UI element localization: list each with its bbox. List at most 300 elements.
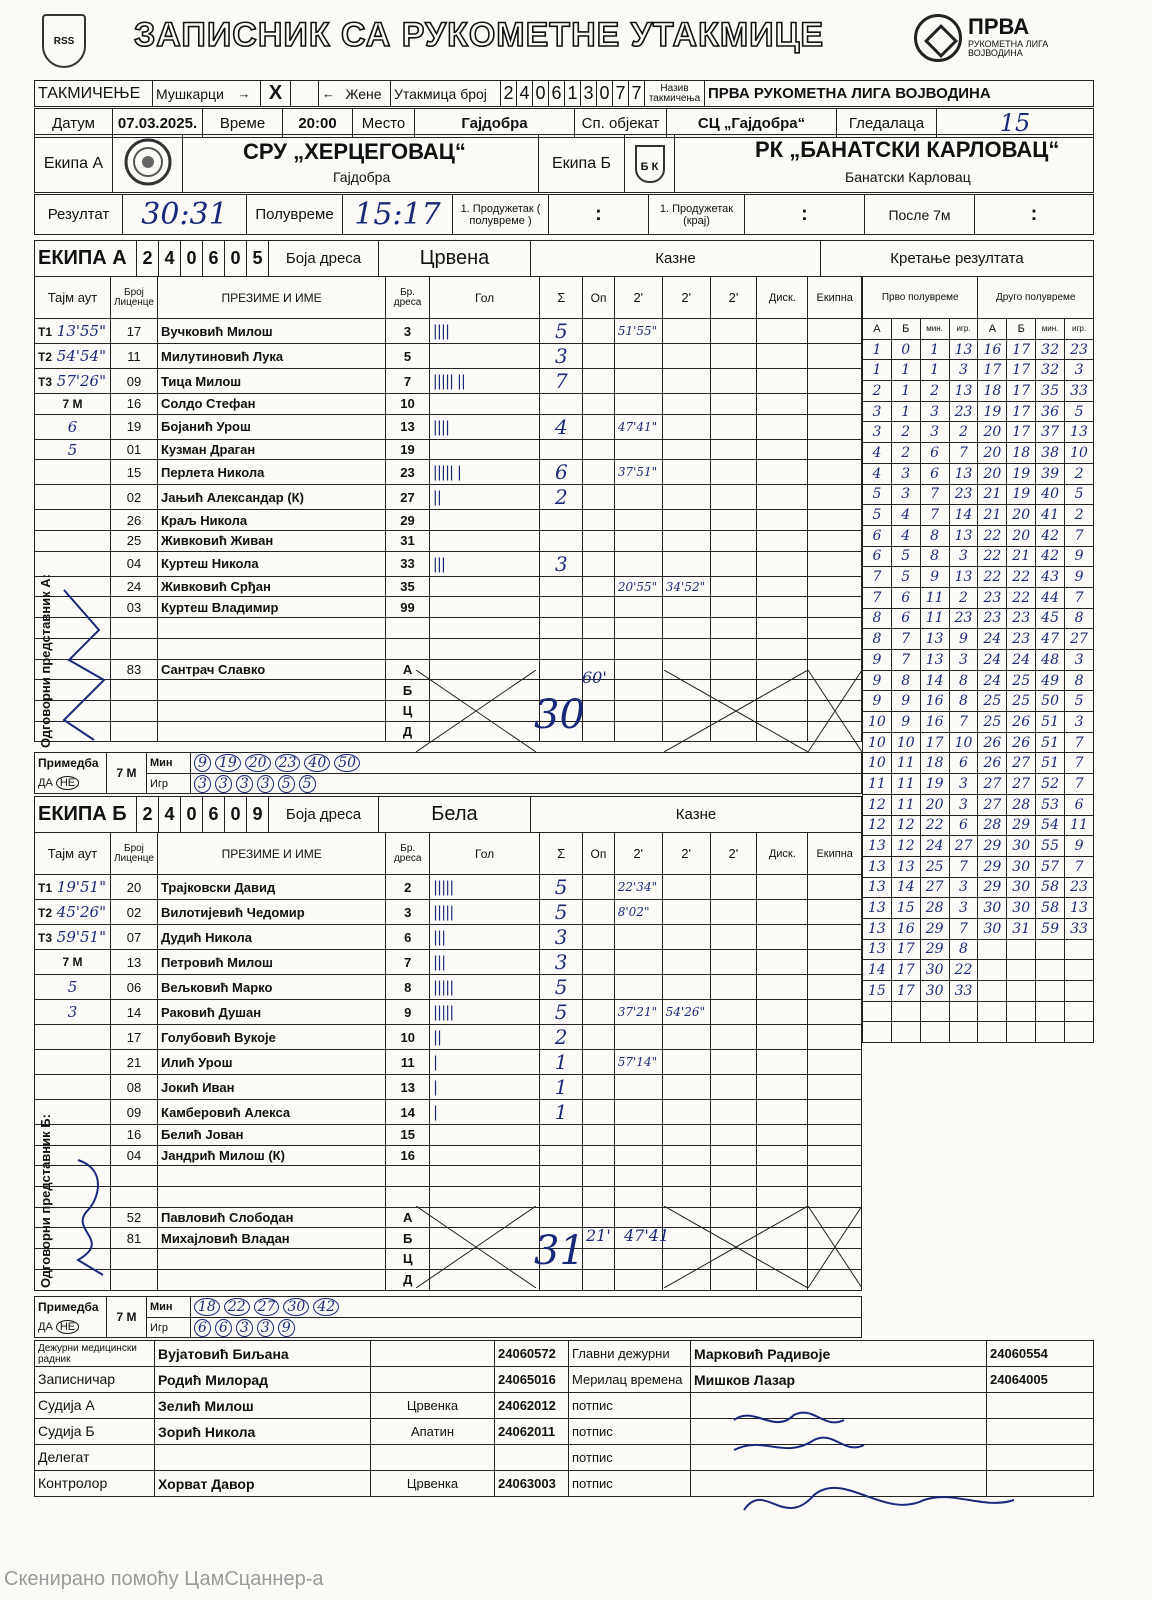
- progress-second-half: 23: [1007, 629, 1036, 650]
- seven-m-value: 3: [215, 775, 232, 793]
- penalty-cell: [662, 1075, 710, 1100]
- team-b-total: 31: [534, 1228, 585, 1274]
- progress-first-half: 6: [891, 587, 920, 608]
- progress-second-half: 22: [1007, 587, 1036, 608]
- penalty-cell: [614, 597, 662, 618]
- timeout-cell: [35, 950, 111, 975]
- progress-second-half: [978, 1022, 1007, 1043]
- progress-second-half: 33: [1065, 918, 1094, 939]
- progress-second-half: [1007, 1022, 1036, 1043]
- staff-role: Дежурни медицински радник: [35, 1341, 155, 1367]
- penalty-cell: [710, 460, 757, 485]
- team-a-min-label: Мин: [147, 753, 191, 774]
- progress-second-half: 7: [1065, 774, 1094, 795]
- progress-second-half: 57: [1036, 856, 1065, 877]
- penalty-cell: 22'34": [614, 875, 662, 900]
- penalty-cell: [614, 344, 662, 369]
- disq-cell: [757, 1187, 808, 1208]
- progress-first-half: [891, 1001, 920, 1022]
- col-license: Број Лиценце: [110, 277, 157, 319]
- goal-tally: |: [430, 1075, 540, 1100]
- table-row: [35, 394, 862, 415]
- progress-row: [863, 939, 1094, 960]
- goal-tally: [429, 597, 540, 618]
- progress-second-half: 27: [978, 774, 1007, 795]
- goal-tally: ||: [429, 485, 540, 510]
- goal-tally: |: [430, 1100, 540, 1125]
- seven-m-value: 42: [313, 1298, 339, 1316]
- progress-first-half: 5: [891, 546, 920, 567]
- timeout-cell: [35, 319, 111, 344]
- progress-second-half: 48: [1036, 650, 1065, 671]
- penalty-cell: [662, 925, 710, 950]
- timeout-value: 45'26": [52, 903, 106, 921]
- staff-license2: 24060554: [987, 1341, 1094, 1367]
- penalty-cell: [662, 551, 710, 576]
- progress-first-half: 24: [920, 836, 949, 857]
- goal-tally: ||||| |: [429, 460, 540, 485]
- player-name: Кузман Драган: [157, 439, 385, 460]
- staff-role2: потпис: [569, 1471, 691, 1497]
- progress-first-half: 7: [949, 443, 978, 464]
- seven-m-value: 50: [334, 754, 360, 772]
- official-letter: Д: [386, 721, 430, 742]
- half-value: 15:17: [343, 195, 453, 235]
- progress-second-half: 59: [1036, 918, 1065, 939]
- timeout-label: Т3: [38, 931, 53, 945]
- license-cell: 04: [110, 1145, 157, 1166]
- timeout-cell: [35, 439, 111, 460]
- progress-second-half: 36: [1036, 401, 1065, 422]
- progress-second-half: 17: [978, 360, 1007, 381]
- team-b-yes: ДА: [38, 1321, 53, 1334]
- goal-tally: [429, 344, 540, 369]
- progress-row: [863, 981, 1094, 1002]
- jersey-number: 6: [386, 925, 430, 950]
- progress-first-half: 16: [920, 712, 949, 733]
- progress-second-half: 43: [1036, 567, 1065, 588]
- timeout-value: 3: [67, 1003, 78, 1021]
- progress-row: [863, 650, 1094, 671]
- warning-cell: [583, 1187, 615, 1208]
- match-number-digit: 1: [565, 81, 581, 107]
- progress-first-half: 6: [949, 753, 978, 774]
- progress-row: [863, 898, 1094, 919]
- progress-second-half: [1065, 960, 1094, 981]
- disq-cell: [757, 975, 808, 1000]
- exclusion-cell: [808, 1025, 862, 1050]
- disq-cell: [757, 638, 808, 659]
- team-b-penalties-label: Казне: [531, 797, 862, 833]
- exclusion-cell: [808, 1145, 862, 1166]
- progress-second-half: 21: [978, 505, 1007, 526]
- warning-cell: [583, 1050, 615, 1075]
- team-a-jersey: Црвена: [379, 241, 531, 277]
- penalty-cell: [710, 975, 757, 1000]
- progress-first-half: 13: [891, 856, 920, 877]
- progress-first-half: 17: [891, 981, 920, 1002]
- progress-second-half: 5: [1065, 691, 1094, 712]
- col-number: Бр. дреса: [386, 277, 430, 319]
- license-cell: 16: [110, 394, 157, 415]
- progress-second-half: 9: [1065, 567, 1094, 588]
- team-b-remark-label: Примедба: [35, 1297, 107, 1318]
- jersey-number: 5: [386, 344, 430, 369]
- progress-second-half: 27: [1007, 753, 1036, 774]
- player-name: Бојанић Урош: [157, 414, 385, 439]
- disq-cell: [757, 1075, 808, 1100]
- team-a-total: 30: [534, 692, 585, 738]
- progress-first-half: 13: [949, 525, 978, 546]
- match-number-digit: 6: [549, 81, 565, 107]
- progress-first-half: 14: [920, 670, 949, 691]
- time-label: Време: [203, 109, 283, 138]
- match-number-label: Утакмица број: [391, 81, 501, 107]
- official-letter: Б: [386, 1228, 430, 1249]
- progress-second-half: 16: [978, 339, 1007, 360]
- progress-first-half: 3: [949, 774, 978, 795]
- goal-tally: [429, 531, 540, 552]
- place-label: Место: [353, 109, 415, 138]
- penalty-cell: [614, 551, 662, 576]
- penalty-cell: [710, 344, 757, 369]
- goal-tally: |||: [430, 950, 540, 975]
- staff-name2: Мишков Лазар: [691, 1367, 987, 1393]
- progress-first-half: 7: [949, 712, 978, 733]
- staff-role2: потпис: [569, 1419, 691, 1445]
- progress-row: [863, 505, 1094, 526]
- penalty-cell: 51'55": [614, 319, 662, 344]
- license-cell: 02: [110, 900, 157, 925]
- timeout-cell: [35, 975, 111, 1000]
- jersey-number: 10: [386, 394, 430, 415]
- table-row: [35, 638, 862, 659]
- progress-first-half: 13: [920, 629, 949, 650]
- timeout-cell: [35, 1000, 111, 1025]
- seven-m-value: 19: [215, 754, 241, 772]
- staff-license: 24063003: [495, 1471, 569, 1497]
- license-cell: 08: [110, 1075, 157, 1100]
- warning-cell: [583, 394, 615, 415]
- progress-first-half: 1: [920, 339, 949, 360]
- exclusion-cell: [808, 531, 862, 552]
- player-name: Белић Јован: [157, 1125, 385, 1146]
- progress-first-half: 9: [863, 670, 892, 691]
- penalty-cell: 20'55": [614, 576, 662, 597]
- penalty-cell: [710, 638, 757, 659]
- table-row: [35, 950, 862, 975]
- jersey-number: 19: [386, 439, 430, 460]
- result-row: [34, 194, 1094, 235]
- license-cell: 09: [110, 1100, 157, 1125]
- staff-role: Судија А: [35, 1393, 155, 1419]
- goal-sum: 5: [540, 900, 583, 925]
- timeout-label: Т2: [38, 350, 53, 364]
- team-b-min-label: Мин: [147, 1297, 191, 1318]
- timeout-value: 5: [67, 440, 78, 459]
- goal-sum: 6: [540, 460, 583, 485]
- staff-city: Црвенка: [371, 1471, 495, 1497]
- disq-cell: [757, 1100, 808, 1125]
- progress-second-half: 44: [1036, 587, 1065, 608]
- staff-role: Контролор: [35, 1471, 155, 1497]
- progress-first-half: 2: [920, 381, 949, 402]
- disq-cell: [757, 1000, 808, 1025]
- player-name: Дудић Никола: [157, 925, 385, 950]
- progress-second-half: 29: [1007, 815, 1036, 836]
- staff-name: Родић Милорад: [155, 1367, 371, 1393]
- progress-second-half: 29: [978, 836, 1007, 857]
- official-name: [157, 721, 385, 742]
- progress-first-half: [949, 1001, 978, 1022]
- goal-tally: ||||: [429, 414, 540, 439]
- progress-second-half: 9: [1065, 546, 1094, 567]
- warning-cell: [583, 531, 615, 552]
- official-letter: Ц: [386, 1249, 430, 1270]
- match-number-digit: 2: [501, 81, 517, 107]
- federation-logo-text: RSS: [53, 35, 75, 47]
- progress-second-half: 30: [978, 898, 1007, 919]
- progress-first-half: 6: [891, 608, 920, 629]
- disq-cell: [757, 1025, 808, 1050]
- player-name: Јокић Иван: [157, 1075, 385, 1100]
- col-two2: 2': [662, 833, 710, 875]
- match-number-digit: 7: [629, 81, 645, 107]
- women-label: Жене: [343, 81, 391, 107]
- progress-second-half: 25: [1007, 691, 1036, 712]
- progress-first-half: 0: [891, 339, 920, 360]
- progress-first-half: 9: [891, 712, 920, 733]
- license-cell: 14: [110, 1000, 157, 1025]
- progress-second-half: 17: [1007, 381, 1036, 402]
- progress-second-half: [1065, 1001, 1094, 1022]
- progress-second-half: [978, 939, 1007, 960]
- col-license: Број Лиценце: [110, 833, 157, 875]
- official-letter: Ц: [386, 700, 430, 721]
- progress-second-half: 8: [1065, 608, 1094, 629]
- competition-name-label: Назив такмичења: [645, 81, 705, 107]
- progress-first-half: [949, 1022, 978, 1043]
- progress-first-half: 23: [949, 608, 978, 629]
- team-b-rep-signature: [58, 1150, 118, 1290]
- exclusion-cell: [808, 950, 862, 975]
- goal-sum: [540, 618, 583, 639]
- match-number-digit: 4: [517, 81, 533, 107]
- warning-cell: [583, 597, 615, 618]
- progress-col-a: А: [863, 319, 892, 340]
- timeout-cell: [35, 1050, 111, 1075]
- federation-logo: [42, 14, 86, 68]
- progress-row: [863, 836, 1094, 857]
- goal-tally: [430, 1125, 540, 1146]
- team-b-jersey: Бела: [379, 797, 531, 833]
- progress-second-half: 30: [1007, 898, 1036, 919]
- exclusion-cell: [808, 638, 862, 659]
- progress-second-half: 45: [1036, 608, 1065, 629]
- progress-second-half: 51: [1036, 732, 1065, 753]
- date-label: Датум: [35, 109, 113, 138]
- penalty-cell: [662, 900, 710, 925]
- penalty-cell: [662, 344, 710, 369]
- penalty-cell: [662, 1145, 710, 1166]
- staff-name: Зелић Милош: [155, 1393, 371, 1419]
- team-a-7m-minutes: [191, 753, 862, 774]
- penalty-cell: [710, 319, 757, 344]
- penalty-cell: [662, 638, 710, 659]
- progress-first-half: 27: [920, 877, 949, 898]
- player-name: [157, 638, 385, 659]
- staff-city: Апатин: [371, 1419, 495, 1445]
- progress-second-half: 7: [1065, 856, 1094, 877]
- progress-first-half: 4: [863, 443, 892, 464]
- disq-cell: [757, 394, 808, 415]
- progress-first-half: 7: [891, 629, 920, 650]
- disq-cell: [757, 950, 808, 975]
- penalty-cell: [710, 439, 757, 460]
- progress-second-half: 23: [978, 608, 1007, 629]
- seven-m-value: 5: [299, 775, 316, 793]
- player-name: Вилотијевић Чедомир: [157, 900, 385, 925]
- progress-second-half: 22: [978, 546, 1007, 567]
- player-name: Куртеш Никола: [157, 551, 385, 576]
- table-row: [35, 900, 862, 925]
- progress-first-half: 15: [863, 981, 892, 1002]
- progress-col-a2: А: [978, 319, 1007, 340]
- license-cell: 03: [110, 597, 157, 618]
- penalty-cell: [710, 510, 757, 531]
- team-a-7m-label: 7 М: [107, 753, 147, 794]
- staff-role: Делегат: [35, 1445, 155, 1471]
- progress-first-half: 2: [949, 587, 978, 608]
- progress-first-half: 29: [920, 918, 949, 939]
- team-a-penalties-label: Казне: [531, 241, 821, 277]
- progress-second-half: 35: [1036, 381, 1065, 402]
- progress-second-half: 29: [978, 856, 1007, 877]
- arrow-left: ←: [319, 81, 343, 107]
- progress-first-half: 13: [949, 339, 978, 360]
- team-b-7m-players: [191, 1317, 862, 1338]
- progress-second-half: 3: [1065, 712, 1094, 733]
- exclusion-cell: [808, 1166, 862, 1187]
- progress-second-half: 30: [1007, 877, 1036, 898]
- progress-second-half: 49: [1036, 670, 1065, 691]
- player-name: Живковић Срђан: [157, 576, 385, 597]
- seven-m-value: 3: [236, 1319, 253, 1337]
- seven-m-value: 20: [245, 754, 271, 772]
- progress-first-half: 1: [891, 360, 920, 381]
- player-name: Солдо Стефан: [157, 394, 385, 415]
- license-cell: 01: [110, 439, 157, 460]
- timeout-cell: [35, 485, 111, 510]
- disq-cell: [757, 369, 808, 394]
- staff-license2: 24064005: [987, 1367, 1094, 1393]
- progress-second-half: 17: [1007, 422, 1036, 443]
- disq-cell: [757, 439, 808, 460]
- progress-second-half: 26: [978, 732, 1007, 753]
- penalty-cell: [614, 394, 662, 415]
- col-two1: 2': [614, 833, 662, 875]
- progress-first-half: 29: [920, 939, 949, 960]
- progress-second-half: 7: [1065, 732, 1094, 753]
- progress-first-half: 14: [891, 877, 920, 898]
- progress-second-half: [1007, 939, 1036, 960]
- progress-first-half: 3: [949, 650, 978, 671]
- goal-sum: 5: [540, 975, 583, 1000]
- staff-license: 24065016: [495, 1367, 569, 1393]
- col-goal: Гол: [429, 277, 540, 319]
- penalty-cell: 8'02": [614, 900, 662, 925]
- match-number-digit: 0: [533, 81, 549, 107]
- exclusion-cell: [808, 439, 862, 460]
- team-b-label: Екипа Б: [539, 135, 625, 193]
- penalty-cell: [662, 510, 710, 531]
- penalty-cell: [662, 414, 710, 439]
- league-logo-title: ПРВА: [968, 14, 1030, 39]
- competition-row: [34, 80, 1094, 107]
- progress-second-half: 5: [1065, 401, 1094, 422]
- progress-second-half: 21: [1007, 546, 1036, 567]
- goal-sum: [540, 439, 583, 460]
- team-b-code-label: ЕКИПА Б: [35, 797, 137, 833]
- penalty-cell: [710, 925, 757, 950]
- goal-sum: [540, 638, 583, 659]
- player-name: Вељковић Марко: [157, 975, 385, 1000]
- progress-first-half: 18: [920, 753, 949, 774]
- competition-name: ПРВА РУКОМЕТНА ЛИГА ВОЈВОДИНА: [705, 81, 1094, 107]
- table-row: [35, 531, 862, 552]
- jersey-number: 15: [386, 1125, 430, 1146]
- col-sum: Σ: [540, 277, 583, 319]
- table-row: [35, 1145, 862, 1166]
- staff-row: [35, 1341, 1094, 1367]
- disq-cell: [757, 1145, 808, 1166]
- player-name: Јањић Александар (К): [157, 485, 385, 510]
- progress-second-half: 42: [1036, 525, 1065, 546]
- official-license: 83: [110, 659, 157, 680]
- penalty-cell: [710, 1187, 757, 1208]
- progress-second-half: 28: [978, 815, 1007, 836]
- disq-cell: [757, 875, 808, 900]
- penalty-cell: [614, 950, 662, 975]
- penalty-cell: [710, 531, 757, 552]
- penalty-cell: [662, 1100, 710, 1125]
- progress-second-half: 5: [1065, 484, 1094, 505]
- staff-license: 24060572: [495, 1341, 569, 1367]
- penalty-cell: [614, 975, 662, 1000]
- team-a-code-digit: 2: [137, 241, 159, 277]
- progress-second-half: 39: [1036, 463, 1065, 484]
- jersey-number: [386, 638, 430, 659]
- league-logo-subtitle: РУКОМЕТНА ЛИГА ВОЈВОДИНА: [968, 39, 1049, 58]
- goal-sum: 3: [540, 551, 583, 576]
- progress-first-half: 4: [863, 463, 892, 484]
- timeout-label: Т1: [38, 881, 53, 895]
- staff-license: [495, 1445, 569, 1471]
- team-b-code-digit: 0: [225, 797, 247, 833]
- jersey-number: 13: [386, 1075, 430, 1100]
- progress-second-half: 26: [1007, 712, 1036, 733]
- goal-tally: |||||: [430, 900, 540, 925]
- progress-col-b: Б: [891, 319, 920, 340]
- penalty-cell: [614, 439, 662, 460]
- license-cell: 04: [110, 551, 157, 576]
- progress-first-half: 10: [863, 753, 892, 774]
- goal-sum: [540, 531, 583, 552]
- progress-second-half: 3: [1065, 650, 1094, 671]
- disq-cell: [757, 1125, 808, 1146]
- license-cell: 25: [110, 531, 157, 552]
- license-cell: 16: [110, 1125, 157, 1146]
